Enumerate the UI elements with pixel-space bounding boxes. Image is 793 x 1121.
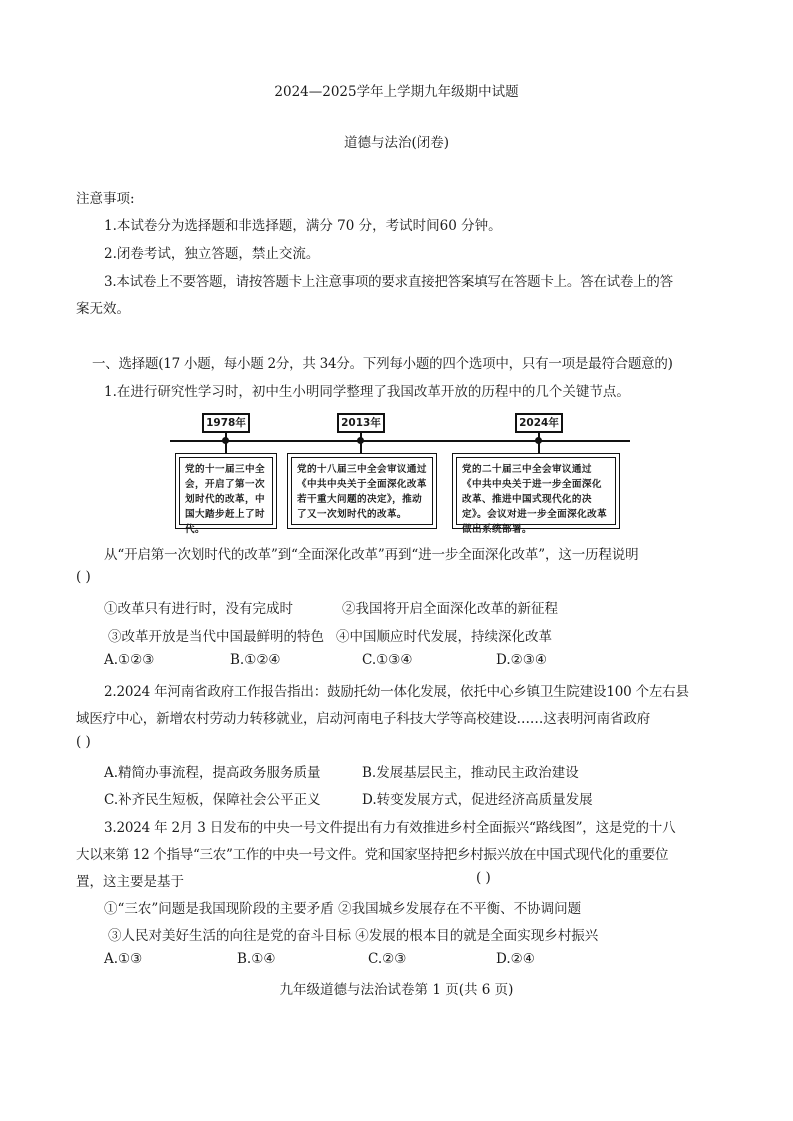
timeline-event-2024 bbox=[452, 453, 620, 535]
statement-1: ①改革只有进行时，没有完成时 bbox=[104, 601, 293, 617]
answer-bracket: ( ) bbox=[76, 569, 91, 585]
option-d[interactable]: D.转变发展方式，促进经济高质量发展 bbox=[362, 792, 593, 808]
option-d[interactable]: D.②④ bbox=[496, 951, 535, 967]
option-a[interactable]: A.①③ bbox=[104, 951, 143, 967]
option-c[interactable]: C.②③ bbox=[368, 951, 407, 967]
timeline-event-text: 党的十一届三中全会，开启了第一次划时代的改革，中国大踏步赶上了时代。 bbox=[179, 457, 273, 525]
question-1-prompt: 从“开启第一次划时代的改革”到“全面深化改革”再到“进一步全面深化改革”，这一历程说明 bbox=[104, 547, 639, 563]
year-label-2013: 2013年 bbox=[337, 413, 385, 433]
year-label-1978: 1978年 bbox=[202, 413, 250, 433]
answer-bracket: ( ) bbox=[76, 734, 91, 750]
statements-3-4: ③人民对美好生活的向往是党的奋斗目标 ④发展的根本目的就是全面实现乡村振兴 bbox=[108, 928, 599, 944]
notice-item-2: 2.闭卷考试，独立答题，禁止交流。 bbox=[104, 246, 320, 262]
option-c[interactable]: C.补齐民生短板，保障社会公平正义 bbox=[104, 792, 321, 808]
option-a[interactable]: A.精简办事流程，提高政务服务质量 bbox=[104, 765, 321, 781]
question-2-line-1: 2.2024 年河南省政府工作报告指出：鼓励托幼一体化发展，依托中心乡镇卫生院建设100 个左右县 bbox=[104, 684, 689, 700]
timeline-axis bbox=[170, 440, 630, 442]
timeline-node bbox=[535, 437, 542, 444]
question-3-line-1: 3.2024 年 2月 3 日发布的中央一号文件提出有力有效推进乡村全面振兴“路线图”，这是党的十八 bbox=[104, 820, 676, 836]
notice-item-3: 3.本试卷上不要答题，请按答题卡上注意事项的要求直接把答案填写在答题卡上。答在试卷上的答 bbox=[104, 274, 673, 290]
section-heading: 一、选择题(17 小题，每小题 2分，共 34分。下列每小题的四个选项中，只有一项是最符合题意的) bbox=[92, 356, 673, 372]
reform-timeline-figure bbox=[170, 408, 630, 534]
notice-item-3-cont: 案无效。 bbox=[76, 301, 130, 317]
year-label-2024: 2024年 bbox=[515, 413, 563, 433]
timeline-event-text: 党的二十届三中全会审议通过《中共中央关于进一步全面深化改革、推进中国式现代化的决定》。会议对进一步全面深化改革做出系统部署。 bbox=[456, 457, 616, 525]
timeline-node bbox=[222, 437, 229, 444]
timeline-event-1978 bbox=[175, 453, 277, 535]
option-b[interactable]: B.①④ bbox=[237, 951, 276, 967]
timeline-event-text: 党的十八届三中全会审议通过《中共中央关于全面深化改革若干重大问题的决定》，推动了又一次划时代的改革。 bbox=[291, 457, 433, 525]
question-1-stem: 1.在进行研究性学习时，初中生小明同学整理了我国改革开放的历程中的几个关键节点。 bbox=[104, 384, 630, 400]
option-d[interactable]: D.②③④ bbox=[496, 652, 547, 668]
statement-4: ④中国顺应时代发展，持续深化改革 bbox=[336, 629, 552, 645]
option-a[interactable]: A.①②③ bbox=[104, 652, 155, 668]
option-b[interactable]: B.发展基层民主，推动民主政治建设 bbox=[362, 765, 579, 781]
notice-item-1: 1.本试卷分为选择题和非选择题，满分 70 分，考试时间60 分钟。 bbox=[104, 218, 502, 234]
subject-subtitle: 道德与法治(闭卷) bbox=[343, 135, 450, 151]
page-footer: 九年级道德与法治试卷第 1 页(共 6 页) bbox=[279, 982, 514, 998]
statement-2: ②我国将开启全面深化改革的新征程 bbox=[342, 601, 558, 617]
option-b[interactable]: B.①②④ bbox=[230, 652, 281, 668]
notice-heading: 注意事项: bbox=[76, 191, 135, 207]
question-2-line-2: 域医疗中心，新增农村劳动力转移就业，启动河南电子科技大学等高校建设……这表明河南省政府 bbox=[76, 711, 651, 727]
timeline-node bbox=[357, 437, 364, 444]
answer-bracket: ( ) bbox=[476, 870, 491, 886]
exam-title: 2024—2025学年上学期九年级期中试题 bbox=[274, 84, 519, 100]
option-c[interactable]: C.①③④ bbox=[362, 652, 413, 668]
statements-1-2: ①“三农”问题是我国现阶段的主要矛盾 ②我国城乡发展存在不平衡、不协调问题 bbox=[104, 901, 582, 917]
question-3-line-2: 大以来第 12 个指导“三农”工作的中央一号文件。党和国家坚持把乡村振兴放在中国式现代化的重要位 bbox=[76, 847, 669, 863]
question-3-line-3: 置，这主要是基于 bbox=[76, 874, 184, 890]
timeline-event-2013 bbox=[287, 453, 437, 529]
statement-3: ③改革开放是当代中国最鲜明的特色 bbox=[108, 629, 324, 645]
